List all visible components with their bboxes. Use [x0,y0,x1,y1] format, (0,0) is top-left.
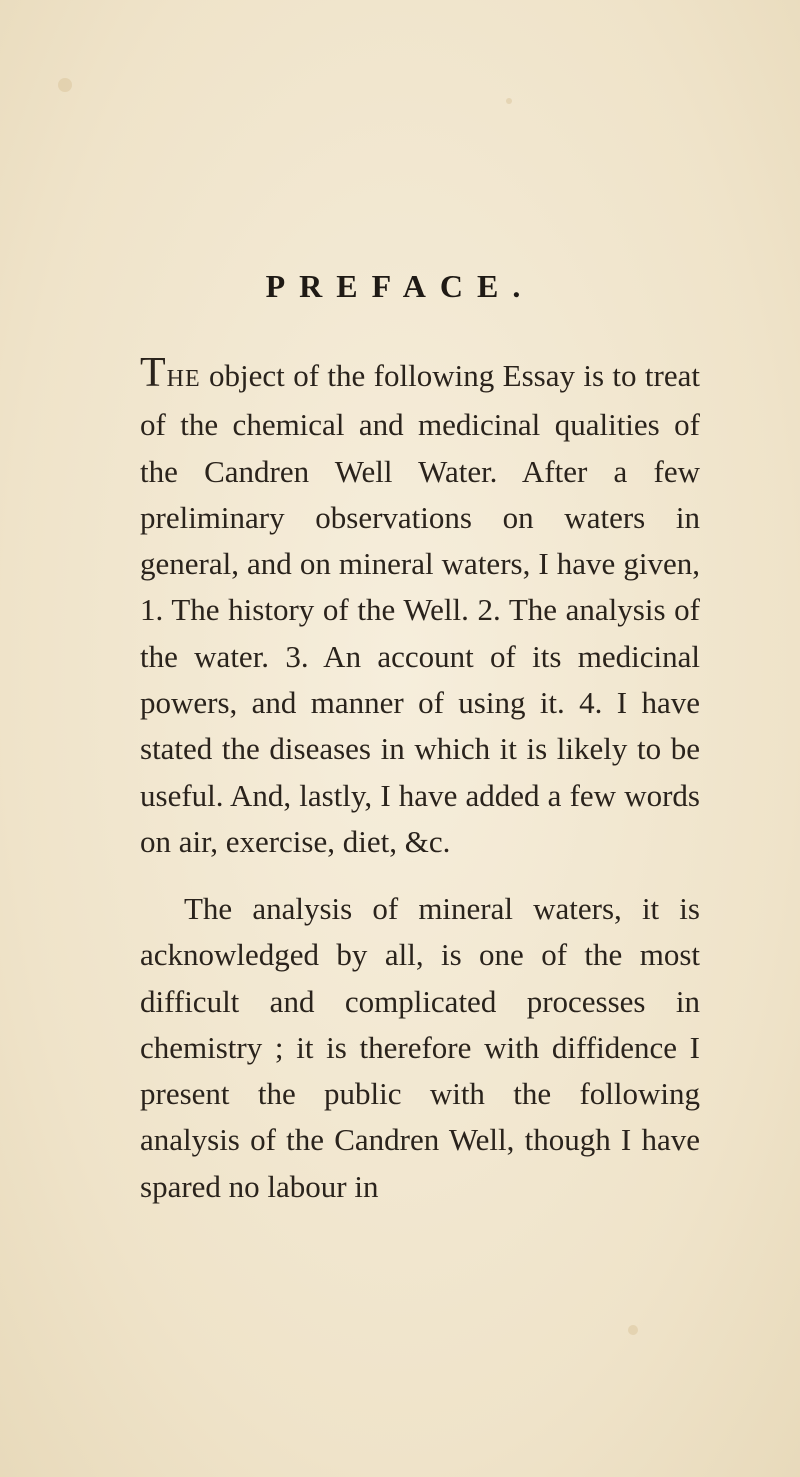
paper-stain [506,98,512,104]
drop-cap-letter: T [140,350,167,396]
page-title: PREFACE. [265,268,535,304]
paper-stain [628,1325,638,1335]
paper-stain [58,78,72,92]
paragraph-2-text: The analysis of mineral waters, it is acknowledged by all, is one of the most difficult and complicated processes in chemistry ; it is therefore with diffidence I present the public with the following analysis of the Candren Well, though I have spared no labour in [140,891,700,1204]
paragraph-1 [140,350,700,865]
small-caps-word: HE [166,366,201,392]
paragraph-1-text: object of the following Essay is to treat of the chemical and medicinal qualities of the Candren Well Water. After a few preliminary observations on waters in general, and on mineral waters, I have given, 1. The history of the Well. 2. The analysis of the water. 3. An account of its medicinal powers, and manner of using it. 4. I have stated the diseases in which it is likely to be useful. And, lastly, I have added a few words on air, exercise, diet, &c. [140,358,700,859]
paragraph-2 [140,886,700,1210]
